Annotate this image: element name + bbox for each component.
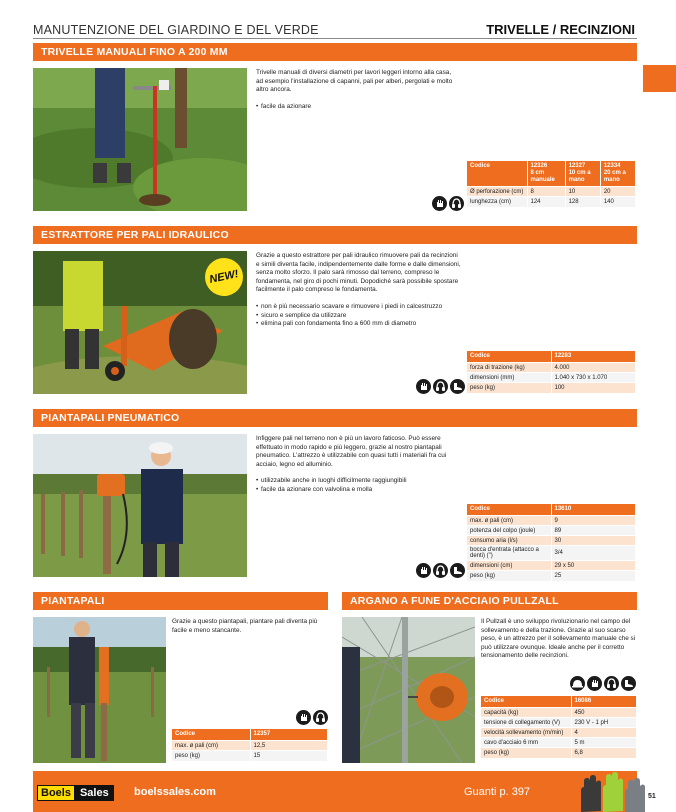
table-row xyxy=(481,728,636,738)
section-bar-piantapali-pneumatico xyxy=(33,409,637,427)
table-cell: 4 xyxy=(571,728,636,738)
table-cell: peso (kg) xyxy=(467,571,551,581)
table-cell: consumo aria (l/s) xyxy=(467,536,551,546)
table-header: 12334 20 cm a mano xyxy=(600,161,635,187)
table-cell: cavo d'acciaio 6 mm xyxy=(481,738,571,748)
table-cell: peso (kg) xyxy=(467,383,551,393)
table-cell: dimensioni (cm) xyxy=(467,561,551,571)
table-cell: bocca d'entrata (attacco a denti) (") xyxy=(467,546,551,561)
table-row xyxy=(481,718,636,728)
table-row xyxy=(481,708,636,718)
table-cell: 89 xyxy=(551,526,635,536)
gloves-icon xyxy=(416,379,431,394)
table-cell: dimensioni (mm) xyxy=(467,373,551,383)
table-cell: 1.040 x 730 x 1.070 xyxy=(551,373,635,383)
table-cell: 9 xyxy=(551,516,635,526)
table-row xyxy=(467,571,635,581)
piantapali-pneumatico-spec-table xyxy=(467,504,635,581)
gloves-page-reference: Guanti p. 397 xyxy=(464,786,531,798)
table-cell: tensione di collegamento (V) xyxy=(481,718,571,728)
table-header: 13610 xyxy=(551,504,635,516)
argano-description xyxy=(481,618,636,669)
page-number: 51 xyxy=(648,793,656,800)
ppe-icons xyxy=(416,563,465,578)
post-extractor-photo xyxy=(33,251,247,394)
table-row xyxy=(467,561,635,571)
table-row xyxy=(467,187,635,197)
piantapali-spec-table xyxy=(172,729,327,761)
piantapali-description xyxy=(172,618,322,643)
table-cell: velocità sollevamento (m/min) xyxy=(481,728,571,738)
table-cell: 230 V - 1 pH xyxy=(571,718,636,728)
table-header: 16086 xyxy=(571,696,636,708)
table-cell: 29 x 50 xyxy=(551,561,635,571)
table-row xyxy=(467,546,635,561)
safety-shoe-icon xyxy=(450,563,465,578)
feature-item: • non è più necessario scavare e rimuovere i piedi in calcestruzzo xyxy=(256,303,461,312)
helmet-icon xyxy=(570,676,585,691)
table-cell: 15 xyxy=(250,751,327,761)
ear-protection-icon xyxy=(313,710,328,725)
section-heading: TRIVELLE MANUALI FINO A 200 MM xyxy=(41,46,228,58)
ear-protection-icon xyxy=(449,196,464,211)
table-row xyxy=(467,536,635,546)
section-bar-piantapali xyxy=(33,592,328,610)
table-cell: 12,5 xyxy=(250,741,327,751)
table-header: Codice xyxy=(481,696,571,708)
table-cell: 450 xyxy=(571,708,636,718)
table-header: Codice xyxy=(172,729,250,741)
table-cell: max. ø pali (cm) xyxy=(467,516,551,526)
gloves-icon xyxy=(296,710,311,725)
table-cell: 3/4 xyxy=(551,546,635,561)
header-divider xyxy=(33,38,637,39)
table-cell: 100 xyxy=(551,383,635,393)
trivelle-spec-table xyxy=(467,161,635,207)
table-row xyxy=(467,383,635,393)
page-header xyxy=(33,20,637,40)
new-badge: NEW! xyxy=(201,254,246,299)
category-title: MANUTENZIONE DEL GIARDINO E DEL VERDE xyxy=(33,23,319,37)
description-text: Grazie a questo estrattore per pali idraulico rimuovere pali da recinzioni e simili diventa facile, indipendentemente dalle forme e dalle dimensioni, senza molto sforzo. Il palo sarà rimosso dal terreno, compreso le fondamenta, nel giro di pochi minuti. Dopodiché sarà possibile spostare facilmente il palo compreso le fondamenta. xyxy=(256,252,461,294)
feature-item: • elimina pali con fondamenta fino a 600 mm di diametro xyxy=(256,320,461,329)
boels-sales-logo xyxy=(37,785,114,801)
description-text: Trivelle manuali di diversi diametri per lavori leggeri intorno alla casa, ad esempio l'installazione di capanni, pali per alberi, pergolati e molto altro ancora. xyxy=(256,69,453,94)
trivelle-description xyxy=(256,69,456,111)
gloves-icon xyxy=(416,563,431,578)
pneumatic-driver-photo xyxy=(33,434,247,577)
table-row xyxy=(467,373,635,383)
feature-item: • facile da azionare con valvolina e molla xyxy=(256,486,461,495)
section-heading: PIANTAPALI PNEUMATICO xyxy=(41,412,180,424)
table-cell: 20 xyxy=(600,187,635,197)
ppe-icons xyxy=(416,379,465,394)
table-row xyxy=(481,738,636,748)
ear-protection-icon xyxy=(433,563,448,578)
table-cell: 10 xyxy=(565,187,600,197)
ppe-icons xyxy=(570,676,636,691)
table-header: Codice xyxy=(467,351,551,363)
table-cell: peso (kg) xyxy=(481,748,571,758)
ppe-icons xyxy=(296,710,328,725)
table-header: 12326 8 cm manuale xyxy=(527,161,565,187)
table-cell: lunghezza (cm) xyxy=(467,197,527,207)
feature-item: • utilizzabile anche in luoghi difficilmente raggiungibili xyxy=(256,477,461,486)
section-heading: ESTRATTORE PER PALI IDRAULICO xyxy=(41,229,229,241)
table-cell: 6,8 xyxy=(571,748,636,758)
table-cell: 30 xyxy=(551,536,635,546)
website-link[interactable]: boelssales.com xyxy=(134,786,216,798)
description-text: Infiggere pali nel terreno non è più un lavoro faticoso. Può essere effettuato in modo rapido e più leggero, grazie al nostro piantapali pneumatico. L'attrezzo è utilizzabile con quasi tutti i materiali fra cui acciaio, legno ed alluminio. xyxy=(256,435,447,468)
description-text: Grazie a questo piantapali, piantare pali diventa più facile e meno stancante. xyxy=(172,618,318,634)
table-cell: 5 m xyxy=(571,738,636,748)
table-header: Codice xyxy=(467,161,527,187)
page-footer xyxy=(33,771,637,812)
table-row xyxy=(172,741,327,751)
table-row xyxy=(467,197,635,207)
section-bar-argano xyxy=(342,592,637,610)
table-cell: forza di trazione (kg) xyxy=(467,363,551,373)
table-cell: max. ø pali (cm) xyxy=(172,741,250,751)
table-cell: 140 xyxy=(600,197,635,207)
winch-photo xyxy=(342,617,475,763)
table-row xyxy=(467,516,635,526)
table-cell: 128 xyxy=(565,197,600,207)
piantapali-pneumatico-description xyxy=(256,435,461,495)
table-row xyxy=(467,526,635,536)
chapter-tab xyxy=(643,65,676,92)
safety-shoe-icon xyxy=(621,676,636,691)
table-row xyxy=(467,363,635,373)
section-heading: ARGANO A FUNE D'ACCIAIO PULLZALL xyxy=(350,595,559,607)
safety-shoe-icon xyxy=(450,379,465,394)
table-header: Codice xyxy=(467,504,551,516)
table-row xyxy=(481,748,636,758)
table-cell: 25 xyxy=(551,571,635,581)
table-header: 12283 xyxy=(551,351,635,363)
table-header: 12327 10 cm a mano xyxy=(565,161,600,187)
ppe-icons xyxy=(432,196,464,211)
logo-sales: Sales xyxy=(75,785,114,801)
estrattore-spec-table xyxy=(467,351,635,393)
feature-item: • sicuro e semplice da utilizzare xyxy=(256,312,461,321)
logo-boels: Boels xyxy=(37,785,75,801)
section-bar-trivelle xyxy=(33,43,637,61)
post-driver-photo xyxy=(33,617,166,763)
gloves-image xyxy=(573,771,653,812)
table-cell: capacità (kg) xyxy=(481,708,571,718)
auger-photo xyxy=(33,68,247,211)
table-row xyxy=(172,751,327,761)
table-header: 12357 xyxy=(250,729,327,741)
ear-protection-icon xyxy=(433,379,448,394)
table-cell: 8 xyxy=(527,187,565,197)
table-cell: peso (kg) xyxy=(172,751,250,761)
table-cell: Ø perforazione (cm) xyxy=(467,187,527,197)
feature-item: • facile da azionare xyxy=(256,103,456,112)
description-text: Il Pullzall è uno sviluppo rivoluzionario nel campo del sollevamento e della trazione. Grazie al suo scarso peso, è un attrezzo per il sollevamento manuale che si può utilizzare ovunque. Ideale anche per il corretto tensionamento delle recinzioni. xyxy=(481,618,636,660)
section-title: TRIVELLE / RECINZIONI xyxy=(486,22,635,37)
table-cell: potenza del colpo (joule) xyxy=(467,526,551,536)
gloves-icon xyxy=(587,676,602,691)
gloves-icon xyxy=(432,196,447,211)
ear-protection-icon xyxy=(604,676,619,691)
section-bar-estrattore xyxy=(33,226,637,244)
table-cell: 4.000 xyxy=(551,363,635,373)
section-heading: PIANTAPALI xyxy=(41,595,105,607)
table-cell: 124 xyxy=(527,197,565,207)
argano-spec-table xyxy=(481,696,636,758)
estrattore-description xyxy=(256,252,461,329)
